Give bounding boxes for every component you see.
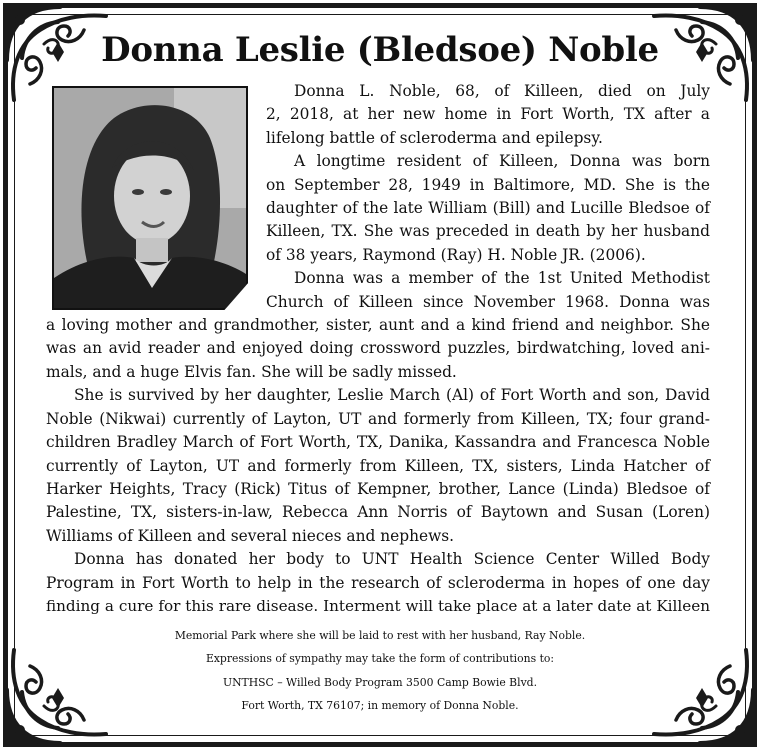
body-line: daughter of the late William (Bill) and Lucille Bledsoe of (266, 199, 710, 218)
body-line: Church of Killeen since November 1968. Donna was (266, 292, 710, 311)
body-line: Killeen, TX. She was preceded in death by her husband (266, 222, 710, 241)
body-line: a loving mother and grandmother, sister, aunt and a kind friend and neighbor. She (46, 316, 710, 335)
body-line: Harker Heights, Tracy (Rick) Titus of Kempner, brother, Lance (Linda) Bledsoe of (46, 479, 710, 498)
closing-block (0, 624, 760, 718)
body-line: mals, and a huge Elvis fan. She will be sadly missed. (46, 362, 457, 381)
obituary-title: Donna Leslie (Bledsoe) Noble (101, 30, 659, 70)
body-line: lifelong battle of scleroderma and epilepsy. (266, 128, 603, 147)
body-line: A longtime resident of Killeen, Donna was born (294, 152, 710, 171)
body-line: Donna was a member of the 1st United Methodist (294, 269, 710, 288)
obituary-body (46, 80, 710, 618)
body-line: Palestine, TX, sisters-in-law, Rebecca Ann Norris of Baytown and Susan (Loren) (46, 503, 710, 522)
body-line: Williams of Killeen and several nieces and nephews. (46, 526, 455, 545)
body-line: finding a cure for this rare disease. Interment will take place at a later date at Killeen (46, 596, 710, 615)
body-line: was an avid reader and enjoyed doing crossword puzzles, birdwatching, loved ani- (46, 339, 710, 358)
body-line: currently of Layton, UT and formerly from Killeen, TX, sisters, Linda Hatcher of (46, 456, 710, 475)
closing-line: Expressions of sympathy may take the form of contributions to: (205, 652, 555, 666)
closing-line: UNTHSC – Willed Body Program 3500 Camp Bowie Blvd. (222, 675, 538, 689)
body-line: of 38 years, Raymond (Ray) H. Noble JR. (2006). (266, 245, 646, 264)
body-line: children Bradley March of Fort Worth, TX, Danika, Kassandra and Francesca Noble (46, 433, 710, 452)
body-line: She is survived by her daughter, Leslie March (Al) of Fort Worth and son, David (74, 386, 710, 405)
body-line: 2, 2018, at her new home in Fort Worth, TX after a (266, 105, 710, 124)
body-line: Noble (Nikwai) currently of Layton, UT and formerly from Killeen, TX; four grand- (46, 409, 710, 428)
body-line: on September 28, 1949 in Baltimore, MD. She is the (266, 175, 710, 194)
body-line: Program in Fort Worth to help in the research of scleroderma in hopes of one day (46, 573, 710, 592)
body-line: Donna has donated her body to UNT Health Science Center Willed Body (74, 550, 710, 569)
body-line: Donna L. Noble, 68, of Killeen, died on July (294, 82, 710, 100)
closing-line: Fort Worth, TX 76107; in memory of Donna Noble. (241, 699, 519, 713)
closing-line: Memorial Park where she will be laid to rest with her husband, Ray Noble. (174, 629, 586, 642)
